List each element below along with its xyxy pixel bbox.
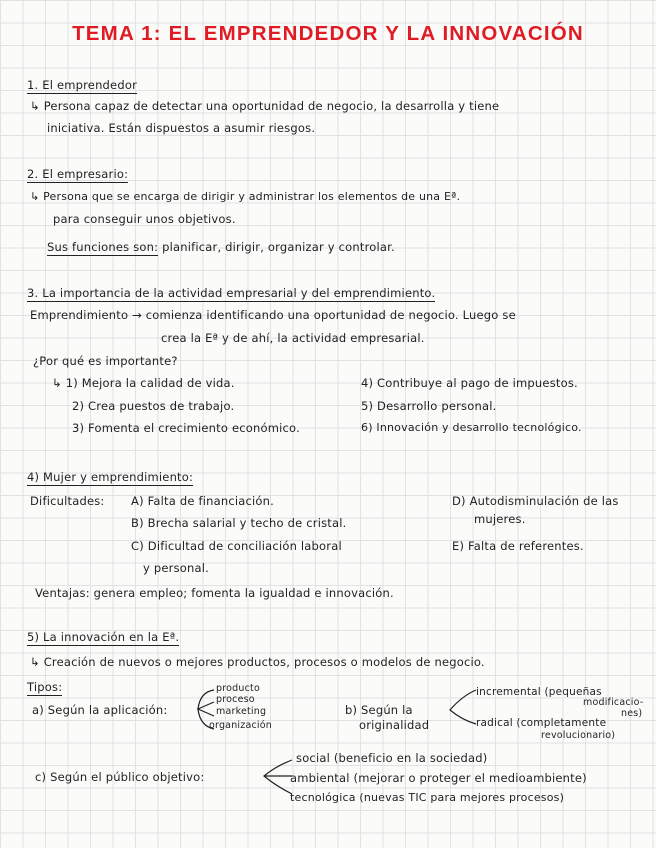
s3-reason-4: 4) Contribuye al pago de impuestos.	[361, 376, 578, 390]
s4-difficulty-d: D) Autodisminulación de las	[452, 494, 619, 508]
s3-reason-6: 6) Innovación y desarrollo tecnológico.	[361, 421, 582, 434]
type-b-incremental-cont-1: modificacio-	[583, 697, 644, 708]
section-4-heading: 4) Mujer y emprendimiento:	[27, 470, 194, 484]
s5-type-a-label: a) Según la aplicación:	[32, 703, 168, 717]
page-title: TEMA 1: EL EMPRENDEDOR Y LA INNOVACIÓN	[72, 22, 584, 45]
s1-line-1: ↳ Persona capaz de detectar una oportunidad de negocio, la desarrolla y tiene	[30, 99, 500, 113]
type-c-social: social (beneficio en la sociedad)	[296, 751, 488, 765]
s3-reason-3: 3) Fomenta el crecimiento económico.	[72, 421, 300, 435]
type-b-radical-cont: revolucionario)	[541, 730, 616, 741]
s4-difficulty-c-cont: y personal.	[143, 561, 209, 575]
s4-difficulty-e: E) Falta de referentes.	[452, 539, 584, 553]
s5-definition: ↳ Creación de nuevos o mejores productos, procesos o modelos de negocio.	[30, 655, 485, 669]
type-c-ambiental: ambiental (mejorar o proteger el medioambiente)	[290, 771, 587, 785]
s4-advantages: Ventajas: genera empleo; fomenta la igualdad e innovación.	[35, 586, 394, 600]
type-b-radical: radical (completamente	[476, 717, 607, 729]
type-b-incremental-cont-2: nes)	[621, 708, 643, 719]
s3-question: ¿Por qué es importante?	[33, 354, 178, 368]
s2-line-1: ↳ Persona que se encarga de dirigir y administrar los elementos de una Eª.	[30, 190, 461, 203]
s4-difficulty-d-cont: mujeres.	[474, 512, 526, 526]
section-1-heading: 1. El emprendedor	[27, 78, 137, 92]
type-a-item-marketing: marketing	[216, 706, 267, 717]
section-2-heading: 2. El empresario:	[27, 167, 129, 181]
type-b-incremental: incremental (pequeñas	[476, 686, 602, 698]
s2-functions-label: Sus funciones son:	[47, 240, 159, 254]
s3-reason-5: 5) Desarrollo personal.	[361, 399, 497, 413]
s1-line-2: iniciativa. Están dispuestos a asumir riesgos.	[47, 121, 316, 135]
type-a-item-organizacion: organización	[209, 720, 272, 731]
s3-reason-2: 2) Crea puestos de trabajo.	[72, 399, 235, 413]
s4-difficulties-label: Dificultades:	[30, 494, 105, 508]
type-c-tecnologica: tecnológica (nuevas TIC para mejores procesos)	[290, 791, 565, 804]
section-3-heading: 3. La importancia de la actividad empresarial y del emprendimiento.	[27, 286, 436, 300]
s5-type-b-label-1: b) Según la	[345, 703, 413, 717]
s4-difficulty-c: C) Dificultad de conciliación laboral	[131, 539, 342, 553]
s5-types-label: Tipos:	[27, 680, 63, 694]
s2-functions-text: planificar, dirigir, organizar y controlar.	[162, 240, 395, 254]
type-a-item-producto: producto	[216, 683, 260, 694]
s5-type-b-label-2: originalidad	[359, 718, 430, 732]
s3-reason-1: ↳ 1) Mejora la calidad de vida.	[52, 376, 235, 390]
s5-type-c-label: c) Según el público objetivo:	[35, 770, 205, 784]
section-5-heading: 5) La innovación en la Eª.	[27, 630, 180, 644]
type-a-item-proceso: proceso	[216, 694, 255, 705]
type-b-brace	[448, 686, 478, 730]
s3-definition-line-1: Emprendimiento → comienza identificando una oportunidad de negocio. Luego se	[30, 308, 516, 322]
s4-difficulty-a: A) Falta de financiación.	[131, 494, 274, 508]
s3-definition-line-2: crea la Eª y de ahí, la actividad empresarial.	[161, 331, 425, 345]
s2-functions	[47, 240, 395, 254]
s4-difficulty-b: B) Brecha salarial y techo de cristal.	[131, 516, 347, 530]
s2-line-2: para conseguir unos objetivos.	[53, 212, 236, 226]
